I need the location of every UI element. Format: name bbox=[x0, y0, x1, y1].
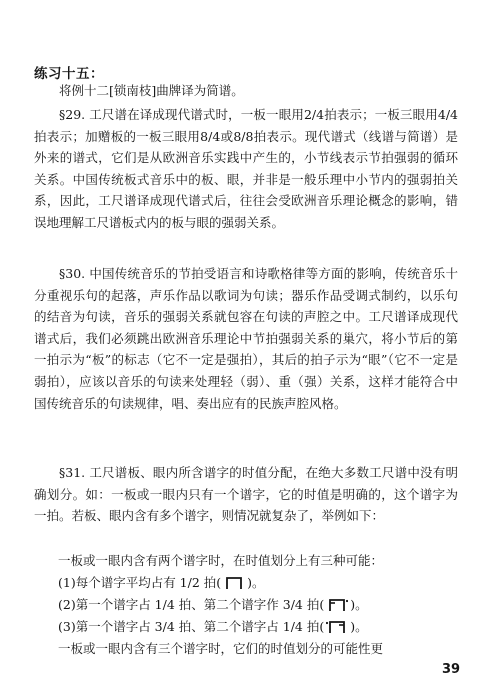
two-character-intro: 一板或一眼内含有两个谱字时，在时值划分上有三种可能： bbox=[58, 553, 384, 568]
case-1-suffix: )。 bbox=[247, 575, 265, 590]
section-30-paragraph: §30. 中国传统音乐的节拍受语言和诗歌格律等方面的影响，传统音乐十分重视乐句的起落，声乐作品以歌词为句读；器乐作品受调式制约，以乐句的结音为句读，音乐的强弱关系就包容在句读的声腔之中。工尺谱译成现代谱式后，我们必须跳出欧洲音乐理论中节拍强弱关系的巢穴，将小节后的第一拍示为“板”的标志（它不一定是强拍），其后的拍子示为“眼”（它不一定是弱拍），应该以音乐的句读来处理轻（弱）、重（强）关系，这样才能符合中国传统音乐的句读规律，唱、奏出应有的民族声腔风格。 bbox=[34, 266, 458, 411]
page-number: 39 bbox=[442, 662, 461, 677]
case-2-suffix: )。 bbox=[350, 597, 368, 612]
case-3-line bbox=[58, 616, 488, 638]
long-short-rhythm-icon bbox=[326, 620, 348, 634]
three-character-line: 一板或一眼内含有三个谱字时，它们的时值划分的可能性更 bbox=[58, 641, 384, 656]
case-3-suffix: )。 bbox=[350, 619, 368, 634]
case-2-text: (2)第一个谱字占 1/4 拍、第二个谱字作 3/4 拍( bbox=[58, 597, 325, 612]
section-29-paragraph: §29. 工尺谱在译成现代谱式时，一板一眼用2/4拍表示；一板三眼用4/4拍表示；加赠板的一板三眼用8/4或8/8拍表示。现代谱式（线谱与简谱）是外来的谱式，它们是从欧洲音乐实践中产生的，小节线表示节拍强弱的循环关系。中国传统板式音乐中的板、眼，并非是一般乐理中小节内的强弱拍关系，因此，工尺谱译成现代谱式后，往往会受欧洲音乐理论概念的影响，错误地理解工尺谱板式内的板与眼的强弱关系。 bbox=[34, 107, 458, 230]
case-3-text: (3)第一个谱字占 3/4 拍、第二个谱字占 1/4 拍( bbox=[58, 619, 325, 634]
equal-split-rhythm-icon bbox=[223, 576, 245, 590]
case-1-line bbox=[58, 572, 488, 594]
short-long-rhythm-icon bbox=[326, 598, 348, 612]
exercise-instruction: 将例十二[锁南枝]曲牌译为简谱。 bbox=[59, 83, 244, 98]
section-31-paragraph: §31. 工尺谱板、眼内所含谱字的时值分配，在绝大多数工尺谱中没有明确划分。如：一板或一眼内只有一个谱字，它的时值是明确的，这个谱字为一拍。若板、眼内含有多个谱字，则情况就复杂了，举例如下： bbox=[34, 465, 458, 524]
case-2-line bbox=[58, 594, 488, 616]
exercise-heading: 练习十五： bbox=[34, 66, 104, 82]
case-1-text: (1)每个谱字平均占有 1/2 拍( bbox=[58, 575, 222, 590]
